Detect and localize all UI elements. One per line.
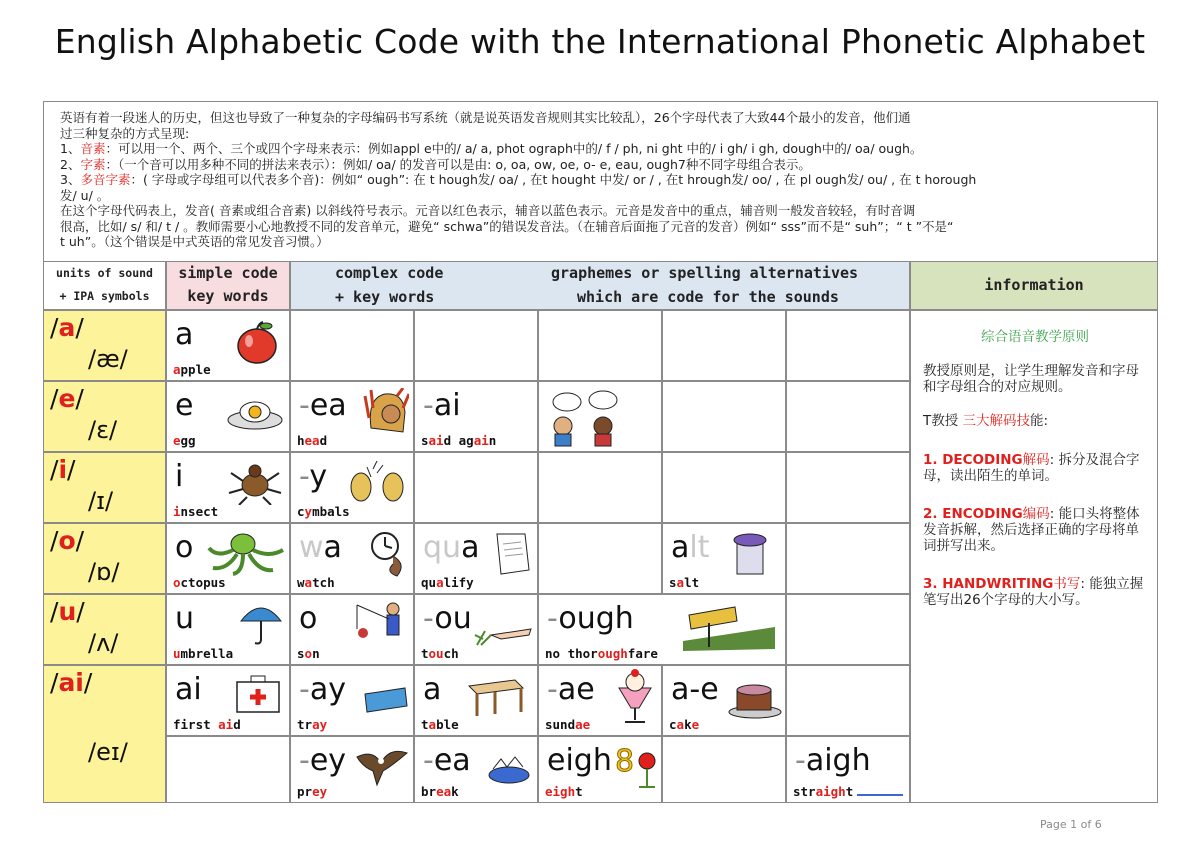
sound-symbol: /u/ (50, 597, 85, 626)
key-word: watch (297, 575, 335, 590)
empty-cell (414, 310, 538, 381)
key-word: table (421, 717, 459, 732)
grapheme-cell (414, 736, 538, 803)
sound-symbol: /i/ (50, 455, 76, 484)
key-word: umbrella (173, 646, 234, 661)
grapheme-cell (290, 665, 414, 736)
grapheme: a-e (671, 672, 719, 707)
intro-line: 发/ u/ 。 (60, 187, 110, 203)
info-paragraph: 教授原则是，让学生理解发音和字母和字母组合的对应规则。 (923, 363, 1139, 395)
grapheme-cell (662, 523, 786, 594)
eagle-icon (353, 743, 411, 787)
intro-line: 1、音素：可以用一个、两个、三个或四个字母来表示：例如appl e中的/ a/ a, phot ograph中的/ f / ph, ni ght 中的/ i gh/ i gh, dough中的/ oa/ ough。 (60, 141, 923, 156)
empty-cell (662, 381, 786, 452)
grapheme-cell (290, 381, 414, 452)
key-word: sundae (545, 717, 591, 732)
page-number: Page 1 of 6 (1040, 818, 1102, 831)
break-icon (483, 749, 535, 787)
empty-cell (662, 736, 786, 803)
grapheme: -ai (423, 388, 461, 423)
grapheme: -ough (547, 601, 634, 636)
key-word: apple (173, 362, 211, 377)
key-word: cymbals (297, 504, 350, 519)
grapheme: i (175, 459, 184, 494)
grapheme: -ay (299, 672, 346, 707)
intro-line: 英语有着一段迷人的历史，但这也导致了一种复杂的字母编码书写系统（就是说英语发音规则其实比较乱），26个字母代表了大致44个最小的发音，他们通 (60, 110, 911, 125)
ipa-symbol: /æ/ (88, 345, 128, 373)
grapheme-cell (414, 594, 538, 665)
certificate-icon (489, 530, 533, 576)
apple-icon (233, 319, 281, 365)
svg-text:8: 8 (615, 744, 635, 779)
key-word: straight (793, 784, 903, 799)
egg-icon (225, 392, 285, 432)
key-word: son (297, 646, 320, 661)
info-paragraph: T教授 三大解码技能: (923, 413, 1049, 429)
key-word: no thoroughfare (545, 646, 658, 661)
header-label: which are code for the sounds (577, 288, 839, 306)
empty-cell (786, 310, 910, 381)
sound-cell-i (43, 452, 166, 523)
grapheme: -aigh (795, 743, 871, 778)
empty-cell (290, 310, 414, 381)
sound-cell-a (43, 310, 166, 381)
cake-icon (727, 680, 783, 720)
ipa-symbol: /ʌ/ (88, 629, 119, 657)
grapheme-cell (166, 381, 290, 452)
grapheme-cell (662, 665, 786, 736)
octopus-icon (203, 528, 287, 576)
grapheme-cell (166, 523, 290, 594)
intro-line: 很高，比如/ s/ 和/ t / 。教师需要小心地教授不同的发音单元，避免“ schwa”的错误发音法。（在辅音后面拖了元音的发音）例如“ sss”而不是“ suh”；“ t ”不是“ (60, 218, 954, 234)
table-icon (465, 676, 527, 720)
sound-symbol: /ai/ (50, 668, 93, 697)
grapheme-cell (166, 665, 290, 736)
grapheme: -ou (423, 601, 472, 636)
empty-cell (786, 523, 910, 594)
header-label: key words (187, 287, 269, 305)
key-word: head (297, 433, 328, 448)
sound-cell-u (43, 594, 166, 665)
grapheme: ai (175, 672, 202, 707)
tray-icon (361, 682, 409, 716)
road-sign-icon (679, 601, 779, 651)
grapheme: -ea (299, 388, 347, 423)
key-word: cake (669, 717, 700, 732)
empty-cell (414, 452, 538, 523)
cymbals-icon (347, 459, 409, 505)
son-fishing-icon (347, 599, 407, 649)
sound-cell-o (43, 523, 166, 594)
empty-cell (538, 523, 662, 594)
image-cell (538, 381, 662, 452)
header-label: graphemes or spelling alternatives (551, 264, 859, 282)
salt-shaker-icon (723, 528, 779, 578)
intro-line: 在这个字母代码表上，发音( 音素或组合音素) 以斜线符号表示。元音以红色表示，辅音以蓝色表示。元音是发音中的重点，辅音则一般发音较轻，有时音调 (60, 203, 916, 218)
intro-line: 2、字素：（一个音可以用多种不同的拼法来表示）：例如/ oa/ 的发音可以是由: o, oa, ow, oe, o- e, eau, ough7种不同字母组合表示。 (60, 156, 811, 172)
grapheme: qua (423, 530, 480, 565)
header-simple-code (166, 261, 290, 310)
grapheme: -y (299, 459, 328, 494)
grapheme-cell (414, 381, 538, 452)
grapheme-cell (290, 736, 414, 803)
empty-cell (538, 452, 662, 523)
header-label: complex code (335, 264, 444, 282)
sundae-icon (613, 668, 657, 728)
information-panel (910, 310, 1158, 803)
grapheme: -ey (299, 743, 347, 778)
intro-text (60, 110, 1140, 250)
key-word: octopus (173, 575, 226, 590)
grapheme-cell (414, 665, 538, 736)
first-aid-kit-icon (233, 674, 283, 714)
intro-line: t uh”。（这个错误是中式英语的常见发音习惯。） (60, 234, 329, 249)
header-units (43, 261, 166, 310)
empty-cell (662, 452, 786, 523)
talking-people-icon (545, 388, 625, 448)
grapheme: alt (671, 530, 710, 565)
grapheme: wa (299, 530, 342, 565)
empty-cell (786, 665, 910, 736)
ipa-symbol: /ɪ/ (88, 487, 114, 515)
touch-hand-icon (471, 621, 533, 649)
eight-flowers-icon (613, 741, 661, 791)
empty-cell (166, 736, 290, 803)
ipa-symbol: /ɒ/ (88, 558, 120, 586)
empty-cell (662, 310, 786, 381)
empty-cell (786, 381, 910, 452)
grapheme-cell (290, 523, 414, 594)
grapheme-cell (538, 665, 662, 736)
grapheme-cell (538, 594, 786, 665)
info-item-decoding: 1. DECODING解码: 拆分及混合字母，读出陌生的单词。 (923, 452, 1140, 484)
grapheme: -ea (423, 743, 471, 778)
key-word: first aid (173, 717, 241, 732)
empty-cell (538, 310, 662, 381)
grapheme-cell (290, 594, 414, 665)
head-icon (363, 388, 409, 436)
grapheme: o (299, 601, 318, 636)
empty-cell (786, 594, 910, 665)
blank-line (857, 794, 903, 796)
key-word: break (421, 784, 459, 799)
header-information: information (910, 261, 1158, 310)
info-item-handwriting: 3. HANDWRITING书写: 能独立握笔写出26个字母的大小写。 (923, 576, 1144, 608)
grapheme: o (175, 530, 194, 565)
key-word: eight (545, 784, 583, 799)
sound-cell-e (43, 381, 166, 452)
header-complex-code (290, 261, 910, 310)
grapheme-cell (166, 310, 290, 381)
key-word: salt (669, 575, 700, 590)
sound-symbol: /a/ (50, 313, 84, 342)
key-word: touch (421, 646, 459, 661)
grapheme-cell (538, 736, 662, 803)
header-label: simple code (178, 264, 278, 282)
grapheme-cell (786, 736, 910, 803)
header-label: + key words (335, 288, 435, 306)
grapheme: a (175, 317, 194, 352)
watch-icon (363, 528, 409, 578)
page-title: English Alphabetic Code with the International Phonetic Alphabet (54, 22, 1146, 61)
ipa-symbol: /eɪ/ (88, 738, 128, 766)
intro-line: 3、多音字素：( 字母或字母组可以代表多个音)：例如“ ough”: 在 t hough发/ oa/ , 在t hought 中发/ or / , 在t hrough发/ oo/ , 在 pl ough发/ ou/ , 在 t horough (60, 172, 977, 187)
empty-cell (786, 452, 910, 523)
grapheme: -ae (547, 672, 595, 707)
grapheme: a (423, 672, 442, 707)
intro-line: 过三种复杂的方式呈现: (60, 125, 190, 141)
key-word: insect (173, 504, 219, 519)
grapheme: e (175, 388, 194, 423)
sound-symbol: /e/ (50, 384, 84, 413)
key-word: egg (173, 433, 196, 448)
key-word: prey (297, 784, 328, 799)
key-word: qualify (421, 575, 474, 590)
grapheme: eigh (547, 743, 612, 778)
info-item-encoding: 2. ENCODING编码: 能口头将整体发音拆解，然后选择正确的字母将单词拼写出来。 (923, 506, 1140, 554)
grapheme-cell (166, 452, 290, 523)
insect-icon (227, 459, 283, 505)
grapheme: u (175, 601, 195, 636)
key-word: said again (421, 433, 497, 448)
sound-cell-ai (43, 665, 166, 803)
sound-symbol: /o/ (50, 526, 85, 555)
header-label: units of sound (56, 266, 153, 280)
key-word: tray (297, 717, 328, 732)
info-heading: 综合语音教学原则 (981, 329, 1089, 345)
header-label: + IPA symbols (59, 289, 150, 303)
grapheme-cell (414, 523, 538, 594)
umbrella-icon (237, 599, 285, 647)
ipa-symbol: /ɛ/ (88, 416, 118, 444)
grapheme-cell (290, 452, 414, 523)
grapheme-cell (166, 594, 290, 665)
